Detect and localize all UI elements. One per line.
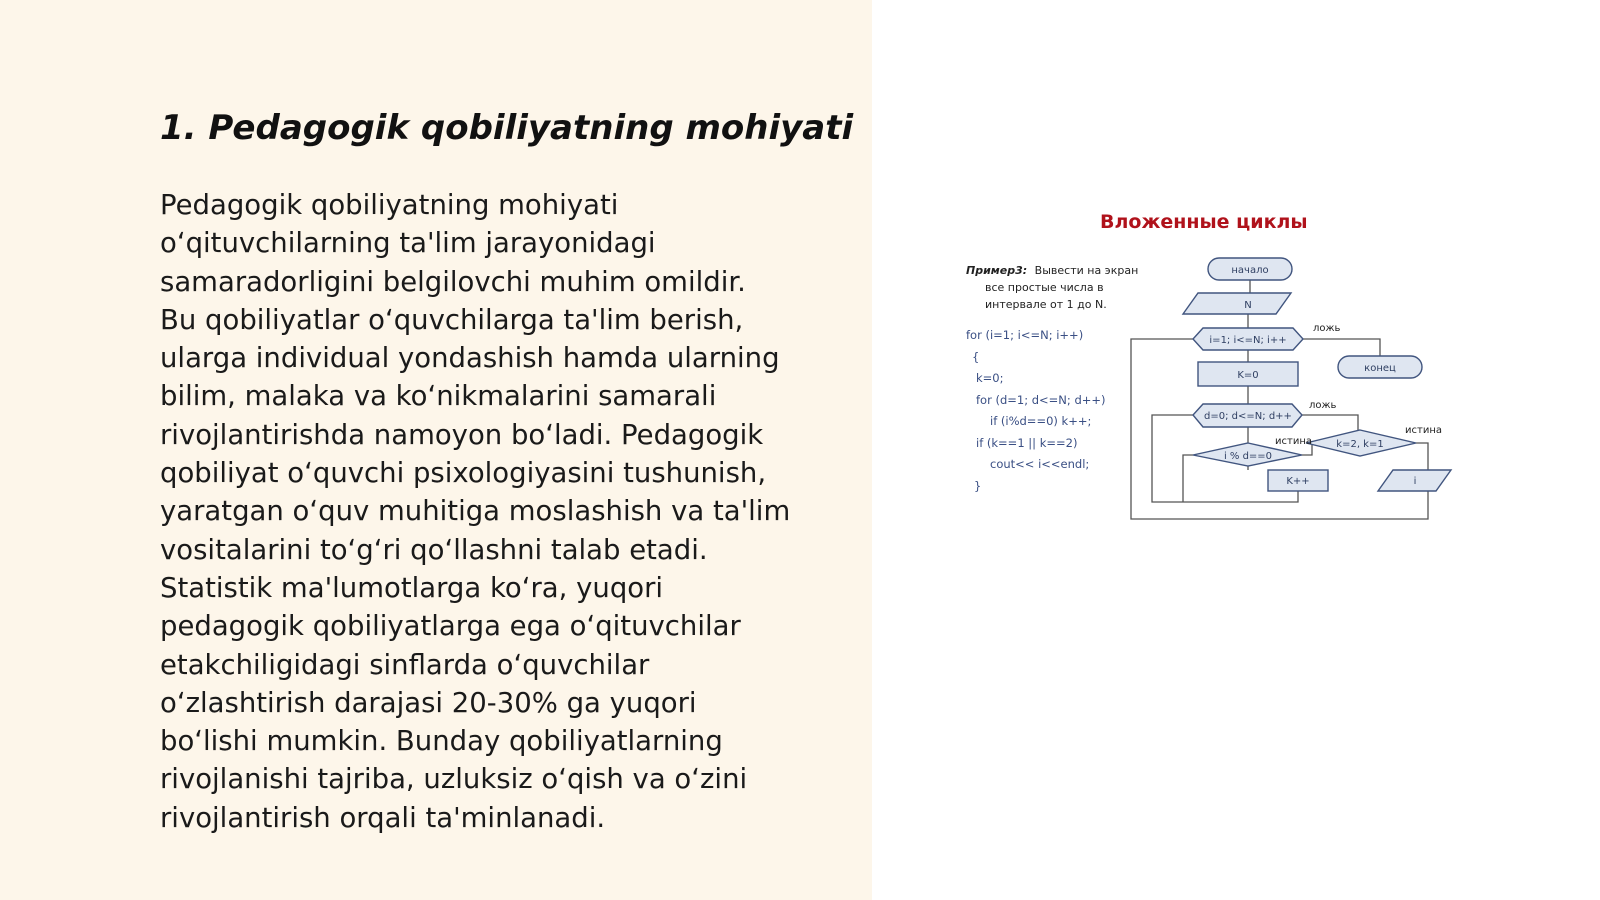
code-line: if (k==1 || k==2) <box>976 436 1078 450</box>
increment-label: K++ <box>1286 476 1310 487</box>
example-label: Пример3: <box>966 264 1028 277</box>
connector-true-k <box>1416 443 1428 470</box>
k-condition-label: k=2, k=1 <box>1336 439 1384 450</box>
paragraph-line: bilim, malaka va koʻnikmalarini samarali <box>160 380 717 413</box>
paragraph-line: etakchiligidagi sinflarda oʻquvchilar <box>160 648 650 681</box>
true-label: истина <box>1405 425 1442 436</box>
true-label: истина <box>1275 436 1312 447</box>
paragraph-line: vositalarini toʻgʻri qoʻllashni talab etadi. <box>160 533 708 566</box>
paragraph-line: Pedagogik qobiliyatning mohiyati <box>160 189 619 221</box>
nested-loops-figure <box>950 200 1460 530</box>
slide-body-paragraph <box>160 186 850 837</box>
paragraph-line: samaradorligini belgilovchi muhim omildir. <box>160 265 746 298</box>
connector-false-outer <box>1303 339 1380 356</box>
output-label: i <box>1413 476 1417 487</box>
connector-false-inner <box>1302 415 1358 430</box>
paragraph-line: qobiliyat oʻquvchi psixologiyasini tushunish, <box>160 457 767 490</box>
connector-false-mod <box>1183 455 1193 502</box>
code-line: if (i%d==0) k++; <box>990 414 1092 428</box>
code-line: { <box>972 350 980 364</box>
mod-condition-label: i % d==0 <box>1223 451 1273 462</box>
paragraph-line: oʻqituvchilarning ta'lim jarayonidagi <box>160 227 656 260</box>
paragraph-line: rivojlantirish orqali ta'minlanadi. <box>160 801 606 834</box>
example-text: Вывести на экран <box>1034 264 1139 277</box>
init-k-label: K=0 <box>1237 370 1259 381</box>
paragraph-line: yaratgan oʻquv muhitiga moslashish va ta'lim <box>160 495 791 528</box>
inner-loop-label: d=0; d<=N; d++ <box>1204 411 1292 422</box>
paragraph-line: pedagogik qobiliyatlarga ega oʻqituvchilar <box>160 610 741 643</box>
code-line: cout<< i<<endl; <box>990 457 1090 471</box>
example-text: все простые числа в <box>985 281 1104 294</box>
figure-title: Вложенные циклы <box>1100 211 1308 233</box>
example-text: интервале от 1 до N. <box>985 298 1107 311</box>
paragraph-line: boʻlishi mumkin. Bunday qobiliyatlarning <box>160 725 723 758</box>
code-line: for (d=1; d<=N; d++) <box>976 393 1106 407</box>
code-line: } <box>974 479 982 493</box>
paragraph-line: Bu qobiliyatlar oʻquvchilarga ta'lim berish, <box>160 303 744 336</box>
flowchart-diagram <box>950 200 1460 530</box>
input-label: N <box>1244 300 1252 311</box>
end-label: конец <box>1364 363 1396 374</box>
start-label: начало <box>1231 265 1269 276</box>
input-parallelogram <box>1183 293 1291 314</box>
code-line: k=0; <box>976 371 1004 385</box>
paragraph-line: rivojlantirishda namoyon boʻladi. Pedagogik <box>160 418 764 451</box>
paragraph-line: ularga individual yondashish hamda ularning <box>160 342 780 375</box>
false-label: ложь <box>1313 323 1341 334</box>
code-line: for (i=1; i<=N; i++) <box>966 328 1084 342</box>
paragraph-line: oʻzlashtirish darajasi 20-30% ga yuqori <box>160 686 697 719</box>
outer-loop-label: i=1; i<=N; i++ <box>1209 335 1287 346</box>
example-label-line <box>966 264 1138 277</box>
paragraph-line: rivojlanishi tajriba, uzluksiz oʻqish va oʻzini <box>160 763 748 796</box>
paragraph-line: Statistik ma'lumotlarga koʻra, yuqori <box>160 571 664 604</box>
false-label: ложь <box>1309 400 1337 411</box>
slide-title: 1. Pedagogik qobiliyatning mohiyati <box>160 108 854 148</box>
